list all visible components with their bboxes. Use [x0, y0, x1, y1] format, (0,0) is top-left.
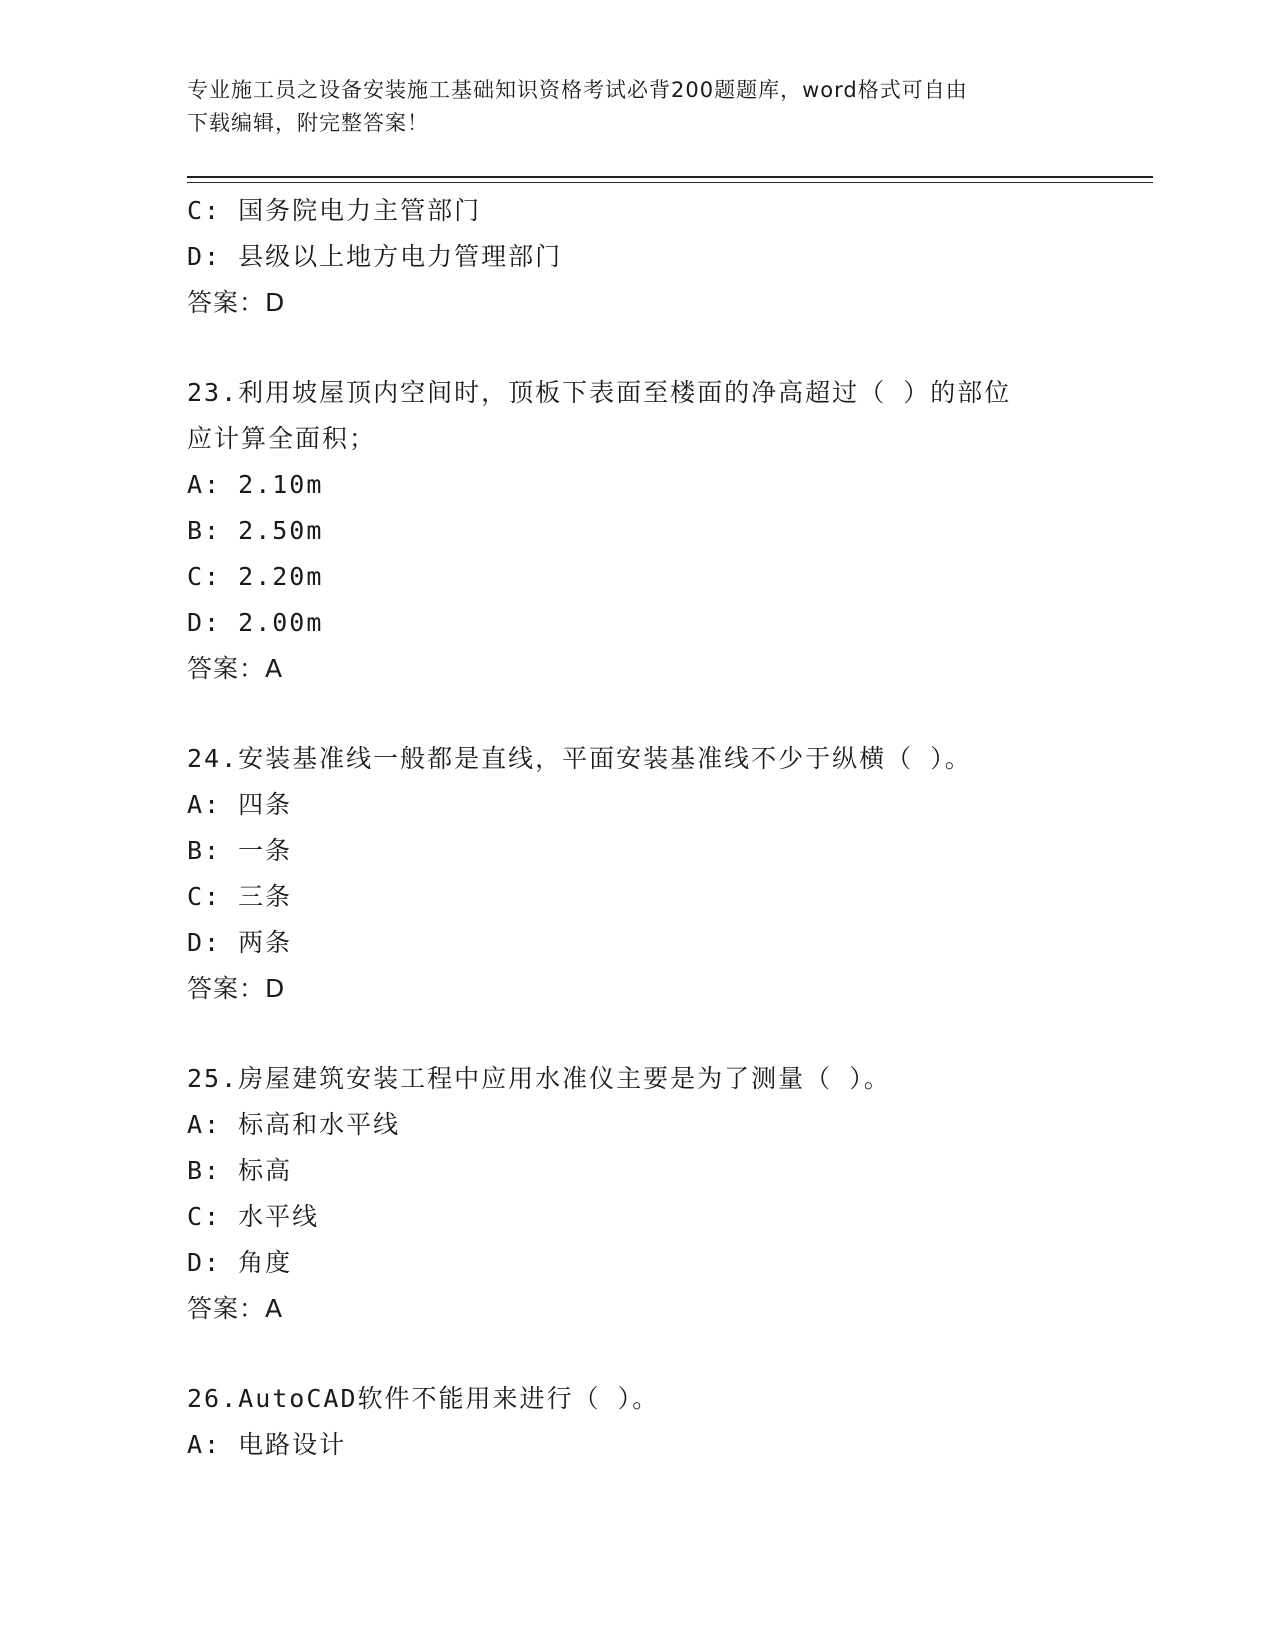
option-d: D: 县级以上地方电力管理部门	[187, 242, 563, 271]
answer: 答案：D	[187, 974, 286, 1003]
question-list	[187, 188, 1087, 1468]
option-c: C: 三条	[187, 882, 293, 911]
answer: 答案：A	[187, 654, 284, 683]
option-b: B: 2.50m	[187, 516, 324, 545]
option-d: D: 角度	[187, 1248, 293, 1277]
option-c: C: 2.20m	[187, 562, 324, 591]
question-stem-continued: 应计算全面积；	[187, 424, 377, 453]
question-22-tail	[187, 188, 1087, 326]
answer: 答案：A	[187, 1294, 284, 1323]
option-c: C: 水平线	[187, 1202, 320, 1231]
option-d: D: 两条	[187, 928, 293, 957]
question-26	[187, 1376, 1087, 1468]
option-c: C: 国务院电力主管部门	[187, 196, 482, 225]
option-a: A: 四条	[187, 790, 293, 819]
header-title-line-2: 下载编辑，附完整答案！	[187, 111, 429, 135]
option-b: B: 一条	[187, 836, 293, 865]
question-25	[187, 1056, 1087, 1332]
option-a: A: 电路设计	[187, 1430, 347, 1459]
option-a: A: 标高和水平线	[187, 1110, 401, 1139]
question-23	[187, 370, 1087, 692]
answer: 答案：D	[187, 288, 286, 317]
document-header	[187, 74, 1067, 140]
option-b: B: 标高	[187, 1156, 293, 1185]
option-d: D: 2.00m	[187, 608, 324, 637]
question-24	[187, 736, 1087, 1012]
header-divider-thick	[187, 176, 1153, 178]
header-divider-thin	[187, 182, 1153, 183]
question-stem: 24.安装基准线一般都是直线，平面安装基准线不少于纵横（ ）。	[187, 744, 972, 773]
question-stem: 25.房屋建筑安装工程中应用水准仪主要是为了测量（ ）。	[187, 1064, 891, 1093]
question-stem: 26.AutoCAD软件不能用来进行（ ）。	[187, 1384, 660, 1413]
option-a: A: 2.10m	[187, 470, 324, 499]
question-stem: 23.利用坡屋顶内空间时，顶板下表面至楼面的净高超过（ ）的部位	[187, 378, 1012, 407]
header-title-line-1: 专业施工员之设备安装施工基础知识资格考试必背200题题库，word格式可自由	[187, 78, 968, 102]
